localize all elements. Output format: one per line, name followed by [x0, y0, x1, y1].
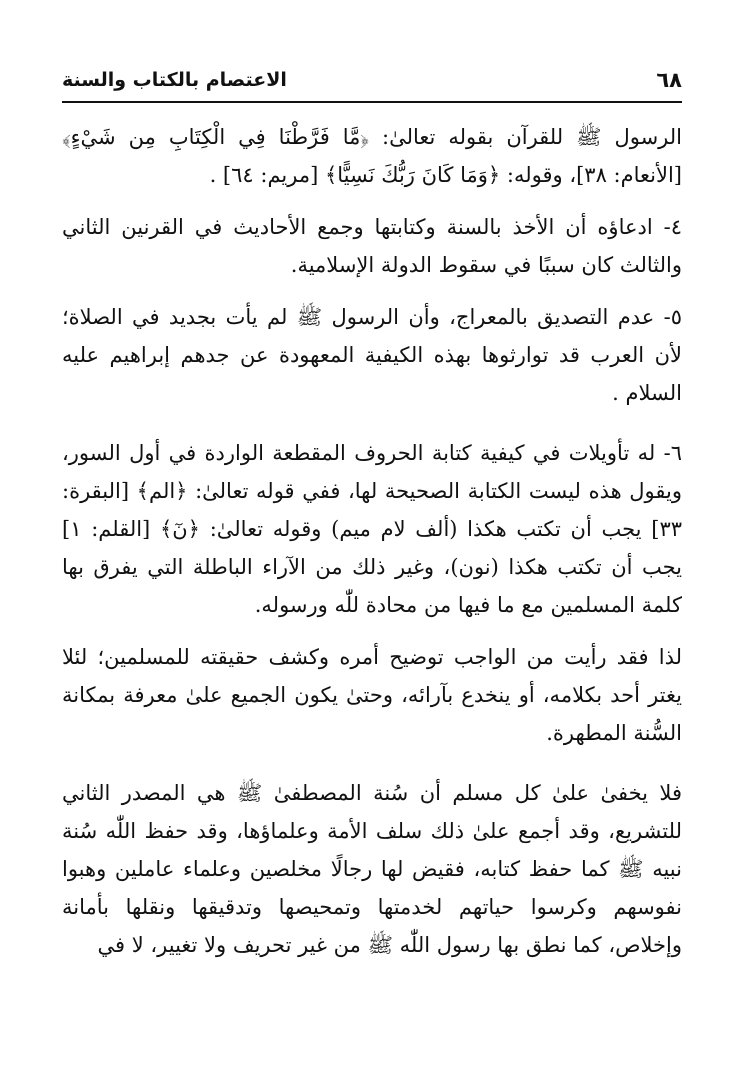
- paragraph-point-6: ٦- له تأويلات في كيفية كتابة الحروف المقطعة الواردة في أول السور، ويقول هذه ليست الكتابة الصحيحة لها، ففي قوله تعالىٰ: ﴿الم﴾ [البقرة: ٣٣] يجب أن تكتب هكذا (ألف لام ميم) وقوله تعالىٰ: ﴿نٓ﴾ [القلم: ١] يجب أن تكتب هكذا (نون)، وغير ذلك من الآراء الباطلة التي يفرق بها كلمة المسلمين مع ما فيها من محادة للّٰه ورسوله.: [62, 441, 682, 617]
- page-number: ٦٨: [656, 68, 682, 92]
- body-text: [62, 118, 682, 977]
- paragraph-point-4: ٤- ادعاؤه أن الأخذ بالسنة وكتابتها وجمع الأحاديث في القرنين الثاني والثالث كان سببًا في سقوط الدولة الإسلامية.: [62, 215, 682, 277]
- paragraph-purpose: لذا فقد رأيت من الواجب توضيح أمره وكشف حقيقته للمسلمين؛ لئلا يغتر أحد بكلامه، أو ينخدع بآرائه، وحتىٰ يكون الجميع علىٰ معرفة بمكانة السُّنة المطهرة.: [62, 645, 682, 745]
- running-title: الاعتصام بالكتاب والسنة: [62, 69, 287, 91]
- page-header: [62, 62, 682, 98]
- paragraph-quran-citations: الرسول ﷺ للقرآن بقوله تعالىٰ: ﴿مَّا فَرَّطْنَا فِي الْكِتَابِ مِن شَيْءٍ﴾ [الأنعام: ٣٨]، وقوله: ﴿وَمَا كَانَ رَبُّكَ نَسِيًّا﴾ [مريم: ٦٤] .: [62, 125, 682, 187]
- paragraph-point-5: ٥- عدم التصديق بالمعراج، وأن الرسول ﷺ لم يأت بجديد في الصلاة؛ لأن العرب قد توارثوها بهذه الكيفية المعهودة عن جدهم إبراهيم عليه السلام .: [62, 305, 682, 405]
- book-page: [62, 0, 682, 1090]
- paragraph-sunnah: فلا يخفىٰ علىٰ كل مسلم أن سُنة المصطفىٰ ﷺ هي المصدر الثاني للتشريع، وقد أجمع علىٰ ذلك سلف الأمة وعلماؤها، وقد حفظ اللّٰه سُنة نبيه ﷺ كما حفظ كتابه، فقيض لها رجالًا مخلصين وعلماء عاملين وهبوا نفوسهم وكرسوا حياتهم لخدمتها وتمحيصها وتدقيقها ونقلها بأمانة وإخلاص، كما نطق بها رسول اللّٰه ﷺ من غير تحريف ولا تغيير، لا في: [62, 781, 682, 957]
- header-rule: [62, 101, 682, 103]
